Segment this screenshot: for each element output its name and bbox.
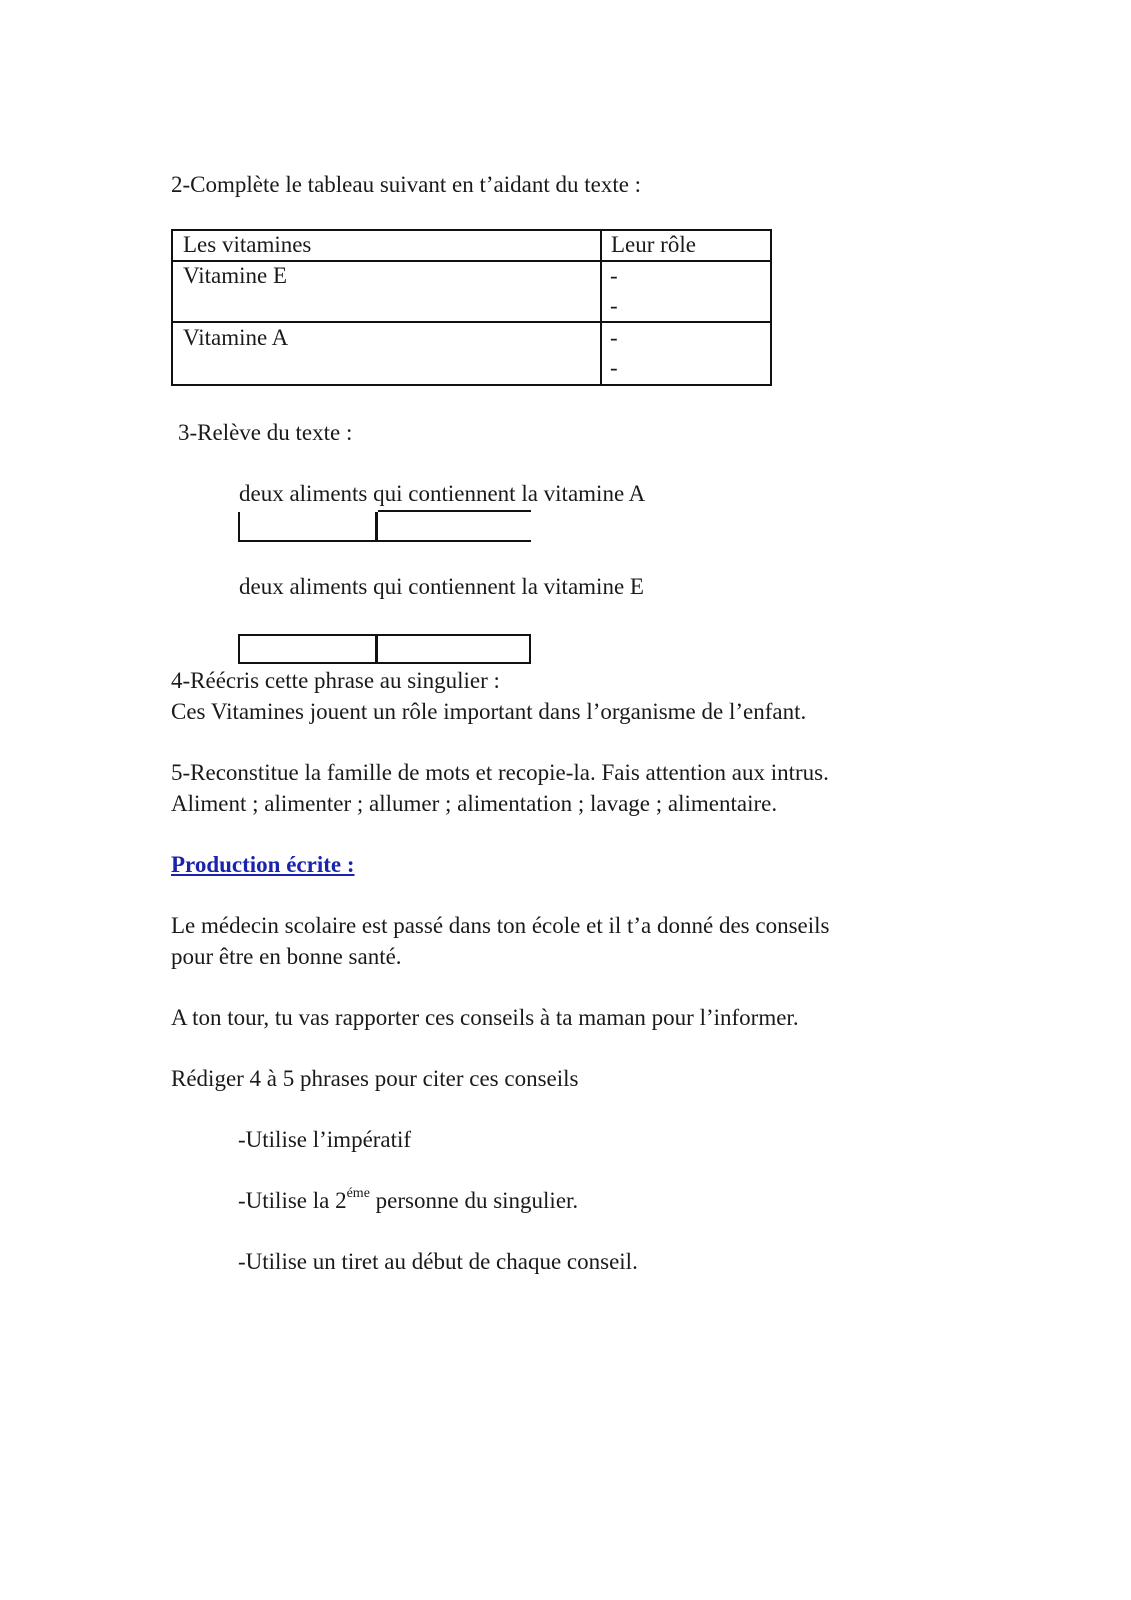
rule-text: -Utilise la 2 — [238, 1188, 347, 1213]
q4-instruction: 4-Réécris cette phrase au singulier : — [171, 668, 500, 693]
table-cell-vitamin: Vitamine A — [183, 325, 289, 350]
production-rule: -Utilise un tiret au début de chaque conseil. — [238, 1249, 638, 1274]
production-rule: -Utilise l’impératif — [238, 1127, 412, 1152]
table-header-vitamins: Les vitamines — [183, 232, 312, 257]
table-cell-role-line[interactable]: - — [610, 325, 618, 350]
production-rule — [238, 1186, 578, 1216]
q5-instruction: 5-Reconstitue la famille de mots et recopie-la. Fais attention aux intrus. — [171, 760, 829, 785]
table-cell-role-line[interactable]: - — [610, 355, 618, 380]
table-cell-vitamin: Vitamine E — [183, 263, 288, 288]
table-header-role: Leur rôle — [611, 232, 696, 257]
production-paragraph: A ton tour, tu vas rapporter ces conseils à ta maman pour l’informer. — [171, 1005, 799, 1030]
q3-item-vitamin-a: deux aliments qui contiennent la vitamine A — [239, 481, 646, 506]
q2-instruction: 2-Complète le tableau suivant en t’aidant du texte : — [171, 172, 642, 197]
q5-words: Aliment ; alimenter ; allumer ; alimentation ; lavage ; alimentaire. — [171, 791, 778, 816]
table-cell-role-line[interactable]: - — [610, 263, 618, 288]
production-paragraph-line: Le médecin scolaire est passé dans ton école et il t’a donné des conseils — [171, 913, 830, 938]
q4-sentence: Ces Vitamines jouent un rôle important dans l’organisme de l’enfant. — [171, 699, 807, 724]
answer-box-a1[interactable] — [238, 512, 378, 542]
table-cell-role-line[interactable]: - — [610, 293, 618, 318]
q3-item-vitamin-e: deux aliments qui contiennent la vitamine E — [239, 574, 644, 599]
production-paragraph: Rédiger 4 à 5 phrases pour citer ces conseils — [171, 1066, 579, 1091]
vitamins-table — [171, 229, 772, 386]
answer-box-a2[interactable] — [378, 510, 531, 542]
q3-instruction: 3-Relève du texte : — [178, 420, 353, 445]
table-column-divider — [600, 231, 602, 384]
production-paragraph-line: pour être en bonne santé. — [171, 944, 402, 969]
answer-box-e1[interactable] — [238, 634, 378, 664]
answer-box-e2[interactable] — [378, 634, 531, 664]
ordinal-superscript: éme — [346, 1186, 370, 1202]
rule-text: personne du singulier. — [369, 1188, 579, 1213]
production-heading: Production écrite : — [171, 852, 355, 877]
